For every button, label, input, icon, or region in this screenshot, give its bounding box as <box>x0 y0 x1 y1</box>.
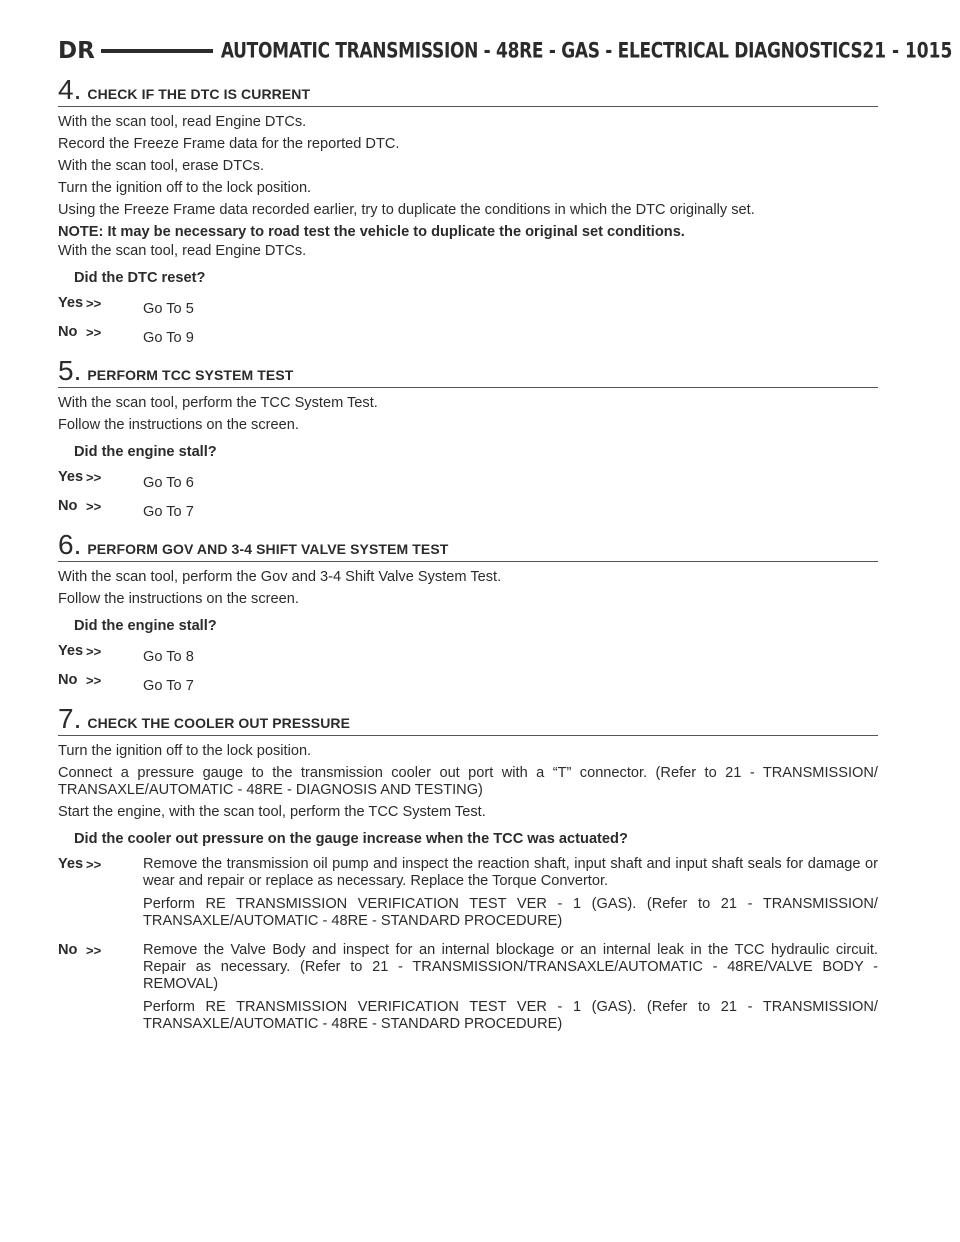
arrow-marker: >> <box>86 499 102 514</box>
yes-label: Yes <box>58 643 84 659</box>
step-line: Follow the instructions on the screen. <box>58 591 299 607</box>
yes-label: Yes <box>58 469 84 485</box>
action-text: Remove the Valve Body and inspect for an internal blockage or an internal leak in the TCC hydraulic circuit. Repair as necessary. (Refer to 21 - TRANSMISSION/TRANSAXLE/AUTOMATIC - 48RE/VALVE BODY - REMOVAL) <box>143 942 878 992</box>
no-label: No <box>58 498 78 514</box>
section-4 <box>58 76 878 347</box>
step-line: Turn the ignition off to the lock position. <box>58 180 312 196</box>
section-number: 7 <box>58 703 74 734</box>
action-text: Perform RE TRANSMISSION VERIFICATION TEST VER - 1 (GAS). (Refer to 21 - TRANSMISSION/ TRANSAXLE/AUTOMATIC - 48RE - STANDARD PROCEDURE) <box>143 999 878 1032</box>
step-line: Start the engine, with the scan tool, perform the TCC System Test. <box>58 804 486 820</box>
note-text: NOTE: It may be necessary to road test the vehicle to duplicate the original set conditions. <box>58 224 685 240</box>
step-line: With the scan tool, perform the TCC System Test. <box>58 395 378 411</box>
section-title: CHECK IF THE DTC IS CURRENT <box>87 86 311 102</box>
goto-action: Go To 7 <box>143 504 194 520</box>
section-number: 6 <box>58 529 74 560</box>
section-heading: 4 . CHECK IF THE DTC IS CURRENT <box>58 76 878 107</box>
goto-action: Go To 6 <box>143 475 194 491</box>
header-rule <box>101 49 213 53</box>
question: Did the engine stall? <box>74 618 217 634</box>
section-6 <box>58 531 878 695</box>
section-title: PERFORM GOV AND 3-4 SHIFT VALVE SYSTEM TEST <box>87 541 449 557</box>
response-yes <box>58 295 878 318</box>
response-yes <box>58 469 878 492</box>
step-line: Using the Freeze Frame data recorded earlier, try to duplicate the conditions in which the DTC originally set. <box>58 202 755 218</box>
header-title: AUTOMATIC TRANSMISSION - 48RE - GAS - ELECTRICAL DIAGNOSTICS <box>220 38 863 64</box>
section-heading: 7 . CHECK THE COOLER OUT PRESSURE <box>58 705 878 736</box>
goto-action: Go To 8 <box>143 649 194 665</box>
page-content <box>58 76 878 1049</box>
arrow-marker: >> <box>86 673 102 688</box>
section-5 <box>58 357 878 521</box>
yes-label: Yes <box>58 295 84 311</box>
header-model-code: DR <box>58 38 95 64</box>
step-line: Turn the ignition off to the lock position. <box>58 743 312 759</box>
arrow-marker: >> <box>86 470 102 485</box>
response-no <box>58 498 878 521</box>
goto-action: Go To 7 <box>143 678 194 694</box>
response-no <box>58 324 878 347</box>
step-line: Record the Freeze Frame data for the reported DTC. <box>58 136 400 152</box>
response-no <box>58 942 878 1039</box>
section-title: CHECK THE COOLER OUT PRESSURE <box>87 715 351 731</box>
page-header <box>58 36 953 66</box>
arrow-marker: >> <box>86 857 102 872</box>
action-text: Remove the transmission oil pump and inspect the reaction shaft, input shaft and input shaft seals for damage or wear and repair or replace as necessary. Replace the Torque Convertor. <box>143 856 878 889</box>
action-text: Perform RE TRANSMISSION VERIFICATION TEST VER - 1 (GAS). (Refer to 21 - TRANSMISSION/ TRANSAXLE/AUTOMATIC - 48RE - STANDARD PROCEDURE) <box>143 896 878 929</box>
section-number: 5 <box>58 355 74 386</box>
section-number: 4 <box>58 74 74 105</box>
step-line: With the scan tool, read Engine DTCs. <box>58 243 307 259</box>
goto-action: Go To 5 <box>143 301 194 317</box>
arrow-marker: >> <box>86 644 102 659</box>
step-line: With the scan tool, erase DTCs. <box>58 158 265 174</box>
question: Did the engine stall? <box>74 444 217 460</box>
section-7 <box>58 705 878 1039</box>
response-no <box>58 672 878 695</box>
arrow-marker: >> <box>86 296 102 311</box>
no-label: No <box>58 672 78 688</box>
header-page-number: 21 - 1015 <box>862 38 953 64</box>
question: Did the cooler out pressure on the gauge increase when the TCC was actuated? <box>74 831 628 847</box>
response-yes <box>58 856 878 936</box>
arrow-marker: >> <box>86 325 102 340</box>
section-heading: 6 . PERFORM GOV AND 3-4 SHIFT VALVE SYSTEM TEST <box>58 531 878 562</box>
no-label: No <box>58 942 78 958</box>
step-line: With the scan tool, read Engine DTCs. <box>58 114 307 130</box>
arrow-marker: >> <box>86 943 102 958</box>
yes-label: Yes <box>58 856 84 872</box>
no-label: No <box>58 324 78 340</box>
step-line: Connect a pressure gauge to the transmission cooler out port with a “T” connector. (Refer to 21 - TRANSMISSION/ TRANSAXLE/AUTOMATIC - 48RE - DIAGNOSIS AND TESTING) <box>58 765 878 798</box>
section-title: PERFORM TCC SYSTEM TEST <box>87 367 294 383</box>
step-line: Follow the instructions on the screen. <box>58 417 299 433</box>
goto-action: Go To 9 <box>143 330 194 346</box>
response-yes <box>58 643 878 666</box>
question: Did the DTC reset? <box>74 270 206 286</box>
section-heading: 5 . PERFORM TCC SYSTEM TEST <box>58 357 878 388</box>
step-line: With the scan tool, perform the Gov and 3-4 Shift Valve System Test. <box>58 569 502 585</box>
